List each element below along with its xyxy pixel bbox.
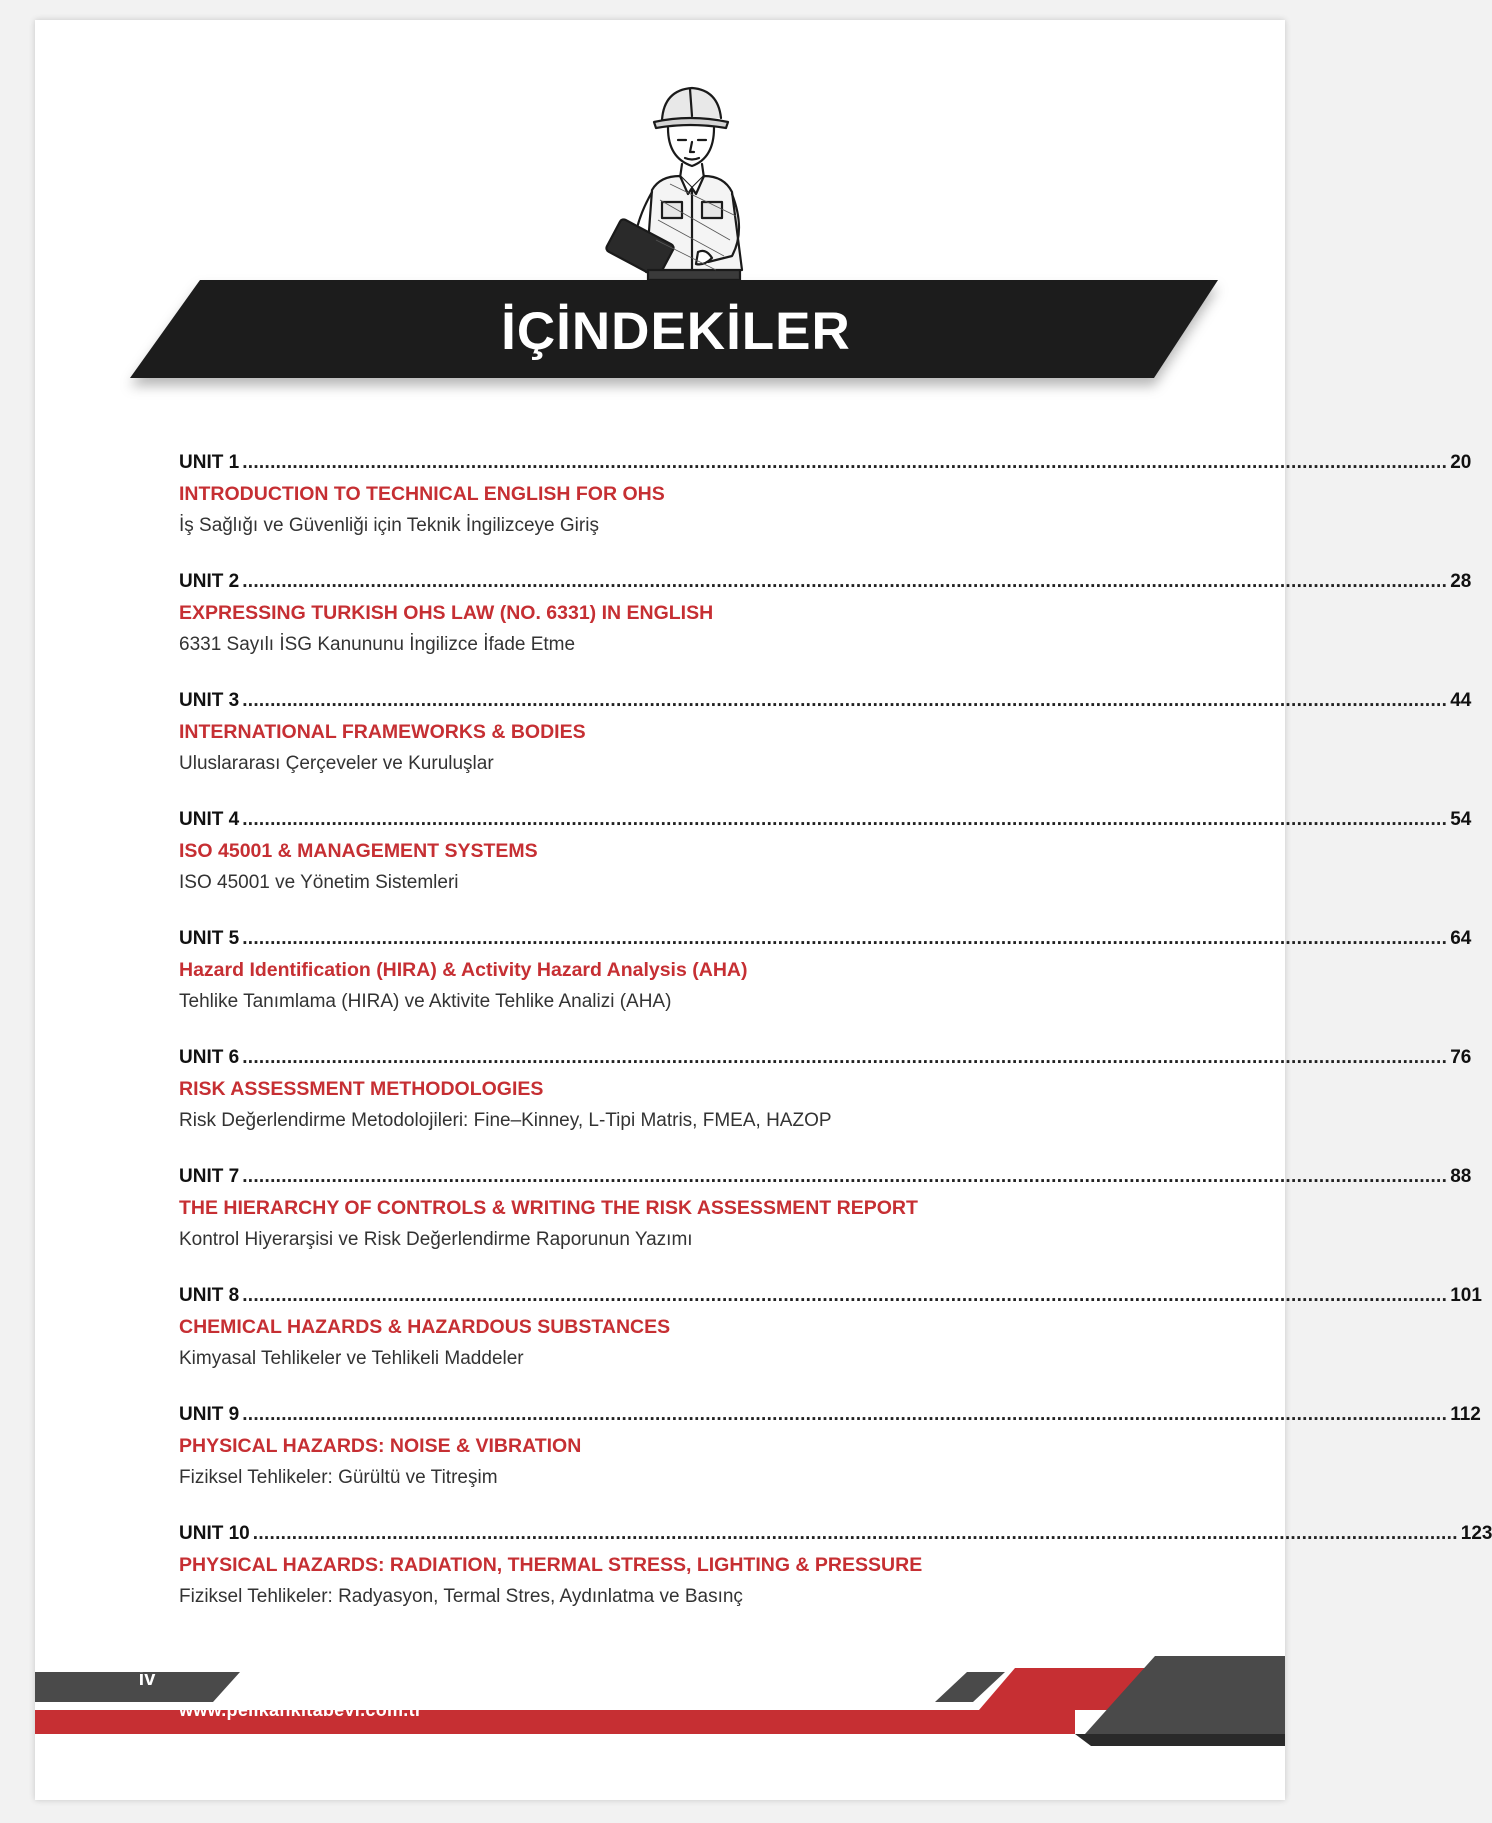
unit-title: ISO 45001 & MANAGEMENT SYSTEMS — [179, 840, 538, 862]
toc-entry-2[interactable] — [179, 571, 1472, 690]
dot-leader: ........................................................................................................................................................................................................................ — [242, 1404, 1448, 1425]
unit-subtitle: Fiziksel Tehlikeler: Gürültü ve Titreşim — [179, 1467, 498, 1488]
unit-title: CHEMICAL HAZARDS & HAZARDOUS SUBSTANCES — [179, 1316, 671, 1338]
publisher-url[interactable]: www.pelikankitabevi.com.tr — [179, 1700, 423, 1720]
unit-subtitle: Risk Değerlendirme Metodolojileri: Fine–Kinney, L-Tipi Matris, FMEA, HAZOP — [179, 1110, 832, 1131]
unit-row — [179, 1404, 1481, 1432]
toc-entry-7[interactable] — [179, 1166, 1472, 1285]
table-of-contents — [179, 452, 1492, 1642]
unit-label: UNIT 4 — [179, 809, 240, 830]
unit-label: UNIT 6 — [179, 1047, 240, 1068]
unit-row — [179, 1166, 1472, 1194]
unit-title: RISK ASSESSMENT METHODOLOGIES — [179, 1078, 544, 1100]
unit-row — [179, 1523, 1492, 1551]
page-number: 101 — [1450, 1285, 1482, 1306]
unit-subtitle: İş Sağlığı ve Güvenliği için Teknik İngilizceye Giriş — [179, 515, 599, 536]
dot-leader: ........................................................................................................................................................................................................................ — [242, 1166, 1448, 1187]
unit-row — [179, 452, 1472, 480]
unit-label: UNIT 3 — [179, 690, 240, 711]
toc-entry-5[interactable] — [179, 928, 1472, 1047]
unit-subtitle: ISO 45001 ve Yönetim Sistemleri — [179, 872, 459, 893]
toc-entry-9[interactable] — [179, 1404, 1481, 1523]
toc-entry-1[interactable] — [179, 452, 1472, 571]
dot-leader: ........................................................................................................................................................................................................................ — [252, 1523, 1458, 1544]
page-number: 28 — [1450, 571, 1472, 592]
unit-title: INTRODUCTION TO TECHNICAL ENGLISH FOR OHS — [179, 483, 665, 505]
page-number: 76 — [1450, 1047, 1472, 1068]
unit-label: UNIT 1 — [179, 452, 240, 473]
toc-entry-10[interactable] — [179, 1523, 1492, 1642]
unit-row — [179, 690, 1472, 718]
unit-label: UNIT 10 — [179, 1523, 250, 1544]
unit-title: PHYSICAL HAZARDS: NOISE & VIBRATION — [179, 1435, 582, 1457]
page-number: 20 — [1450, 452, 1472, 473]
unit-title: PHYSICAL HAZARDS: RADIATION, THERMAL STRESS, LIGHTING & PRESSURE — [179, 1554, 923, 1576]
unit-subtitle: Kimyasal Tehlikeler ve Tehlikeli Maddeler — [179, 1348, 524, 1369]
page-folio: iv — [138, 1668, 156, 1690]
page-number: 88 — [1450, 1166, 1472, 1187]
dot-leader: ........................................................................................................................................................................................................................ — [242, 1047, 1448, 1068]
unit-title: EXPRESSING TURKISH OHS LAW (NO. 6331) IN ENGLISH — [179, 602, 714, 624]
unit-label: UNIT 5 — [179, 928, 240, 949]
unit-row — [179, 571, 1472, 599]
book-page — [35, 20, 1492, 1800]
unit-title: THE HIERARCHY OF CONTROLS & WRITING THE RISK ASSESSMENT REPORT — [179, 1197, 918, 1219]
dot-leader: ........................................................................................................................................................................................................................ — [242, 809, 1448, 830]
dot-leader: ........................................................................................................................................................................................................................ — [242, 452, 1448, 473]
page-number: 112 — [1450, 1404, 1481, 1425]
toc-entry-4[interactable] — [179, 809, 1472, 928]
construction-worker-icon — [600, 80, 780, 300]
page-title: İÇİNDEKİLER — [501, 301, 851, 361]
dot-leader: ........................................................................................................................................................................................................................ — [242, 690, 1448, 711]
unit-subtitle: Uluslararası Çerçeveler ve Kuruluşlar — [179, 753, 494, 774]
unit-row — [179, 1285, 1482, 1313]
unit-title: Hazard Identification (HIRA) & Activity Hazard Analysis (AHA) — [179, 959, 748, 981]
dot-leader: ........................................................................................................................................................................................................................ — [242, 1285, 1448, 1306]
dot-leader: ........................................................................................................................................................................................................................ — [242, 571, 1448, 592]
unit-title: INTERNATIONAL FRAMEWORKS & BODIES — [179, 721, 586, 743]
unit-row — [179, 809, 1472, 837]
unit-label: UNIT 7 — [179, 1166, 240, 1187]
page-number: 54 — [1450, 809, 1472, 830]
page-number: 123 — [1460, 1523, 1492, 1544]
page-number: 64 — [1450, 928, 1472, 949]
unit-row — [179, 928, 1472, 956]
toc-entry-3[interactable] — [179, 690, 1472, 809]
unit-subtitle: Tehlike Tanımlama (HIRA) ve Aktivite Tehlike Analizi (AHA) — [179, 991, 672, 1012]
dot-leader: ........................................................................................................................................................................................................................ — [242, 928, 1448, 949]
unit-subtitle: Fiziksel Tehlikeler: Radyasyon, Termal Stres, Aydınlatma ve Basınç — [179, 1586, 743, 1607]
unit-label: UNIT 2 — [179, 571, 240, 592]
unit-subtitle: 6331 Sayılı İSG Kanununu İngilizce İfade Etme — [179, 634, 576, 655]
toc-entry-6[interactable] — [179, 1047, 1472, 1166]
unit-label: UNIT 8 — [179, 1285, 240, 1306]
unit-subtitle: Kontrol Hiyerarşisi ve Risk Değerlendirme Raporunun Yazımı — [179, 1229, 693, 1250]
unit-row — [179, 1047, 1472, 1075]
toc-entry-8[interactable] — [179, 1285, 1482, 1404]
unit-label: UNIT 9 — [179, 1404, 240, 1425]
page-number: 44 — [1450, 690, 1472, 711]
